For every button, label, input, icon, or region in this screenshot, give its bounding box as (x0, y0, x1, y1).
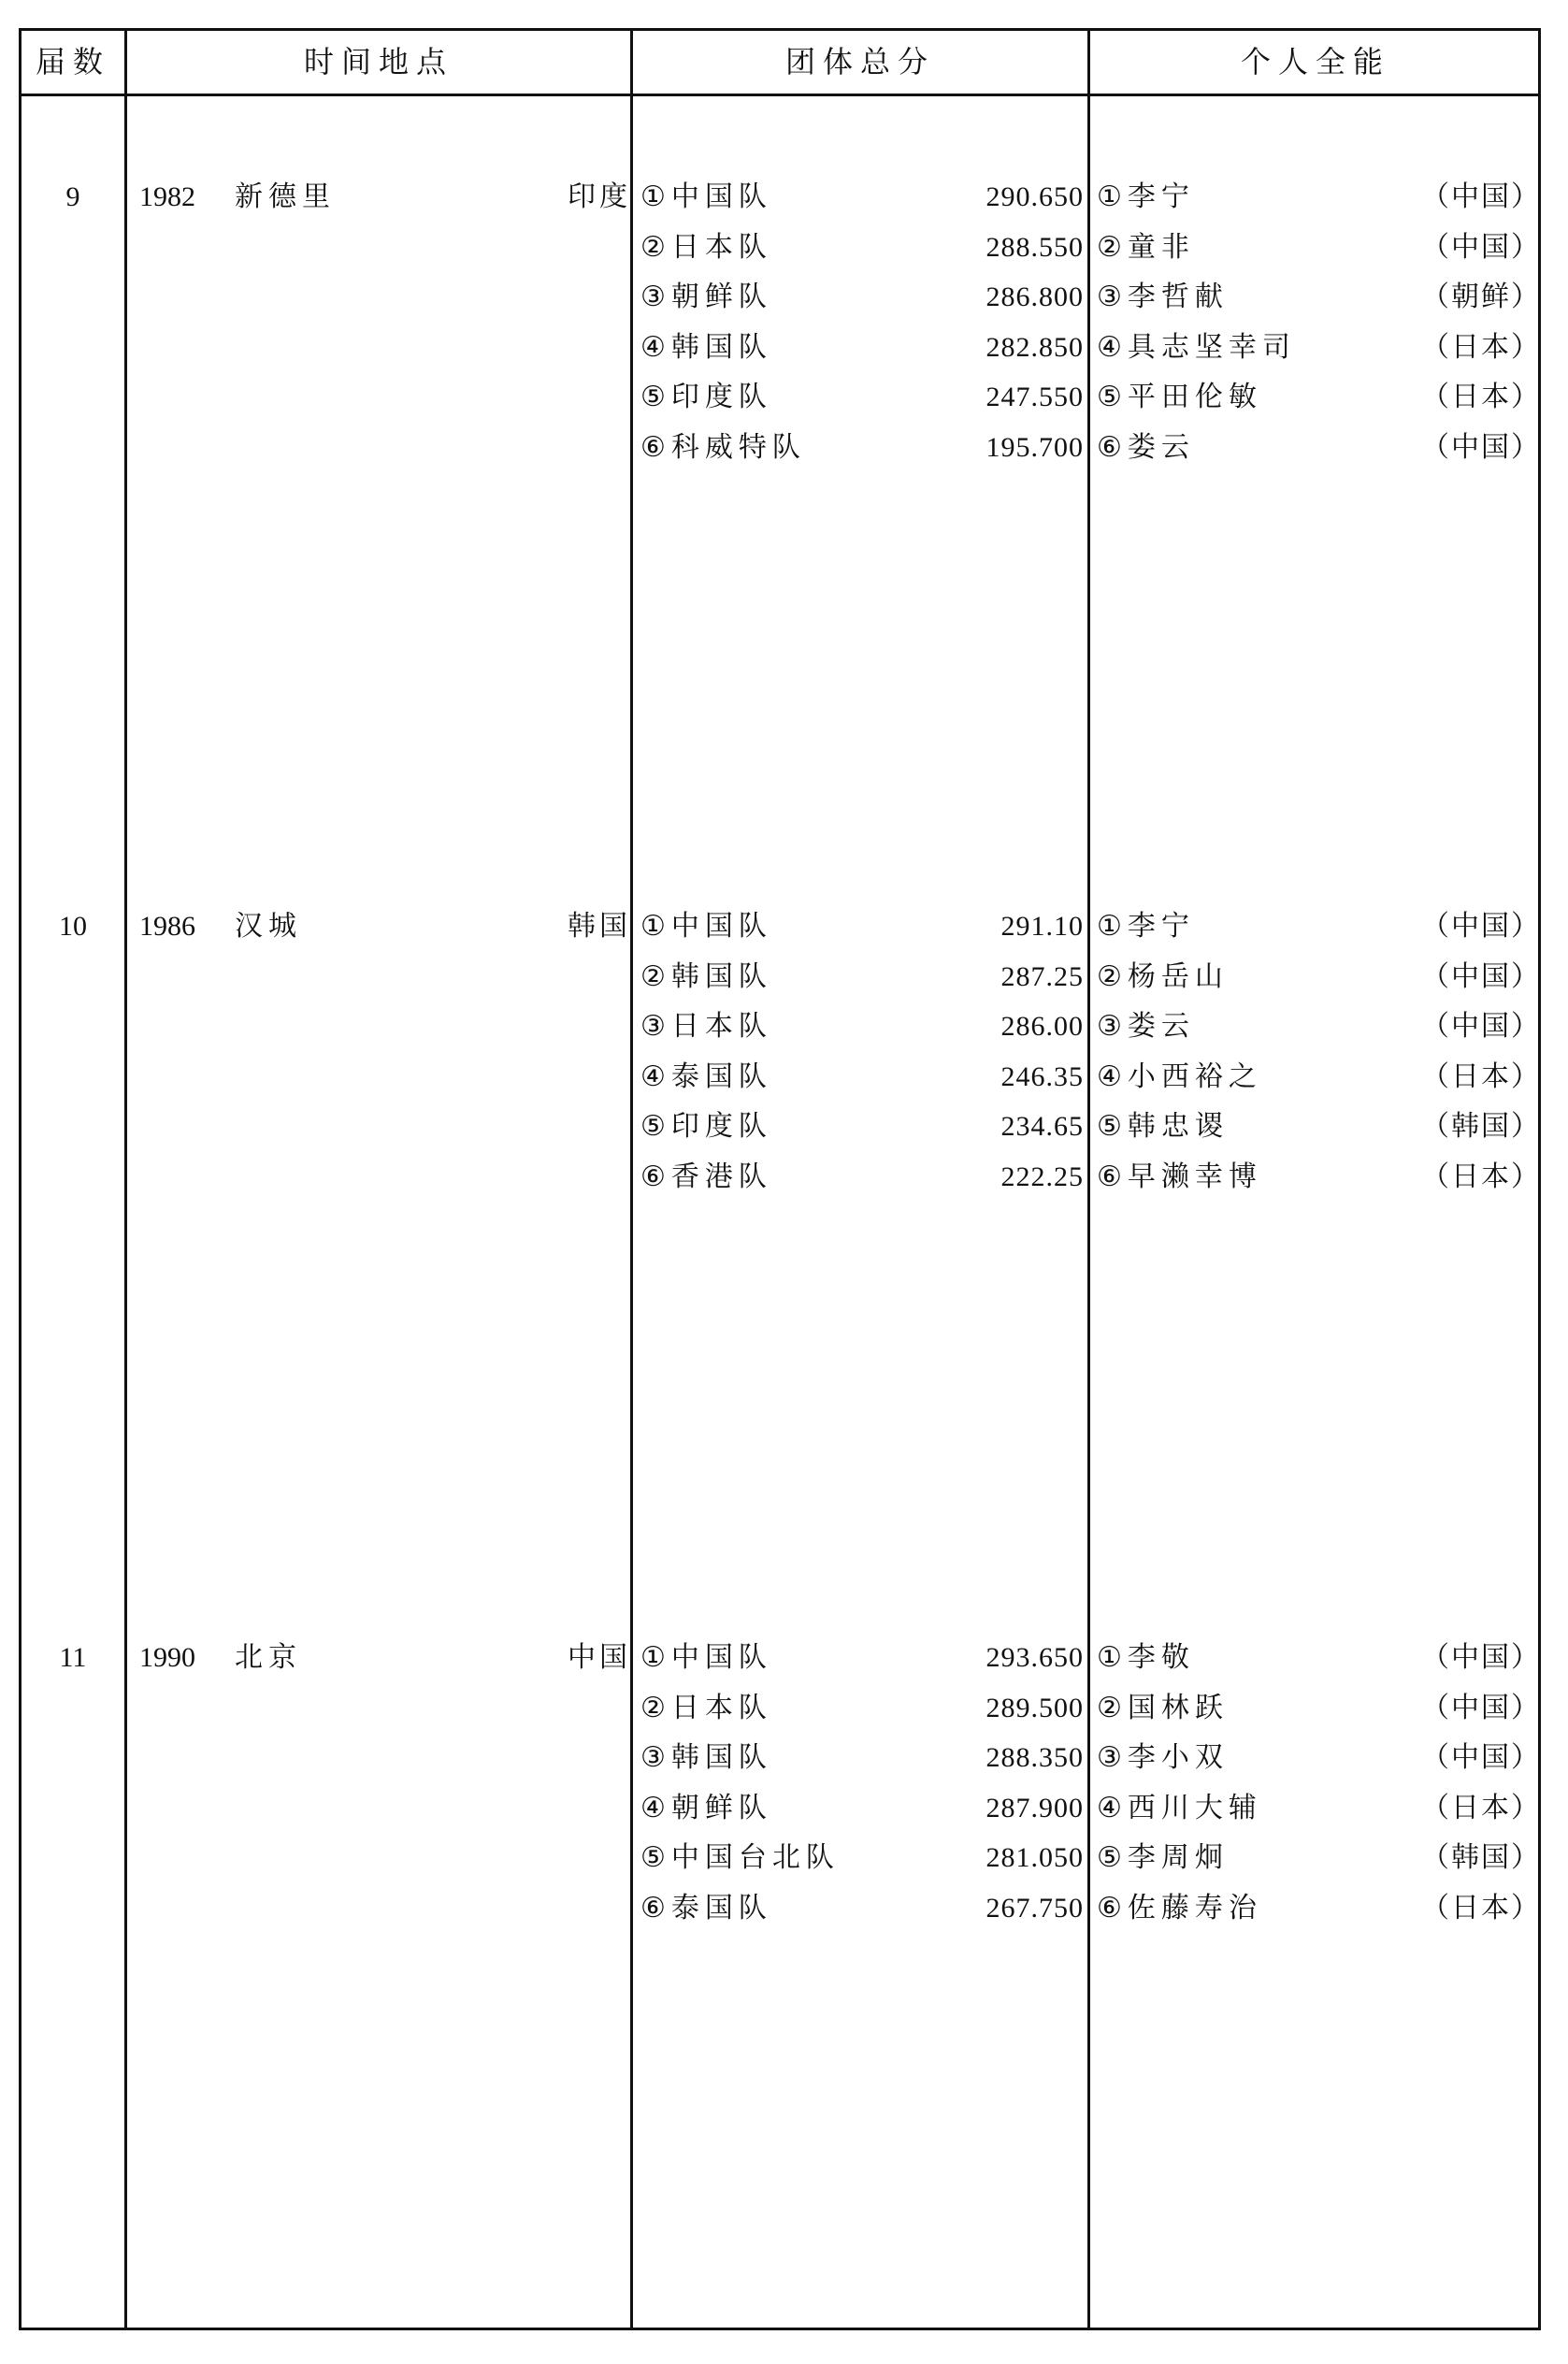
gymnast-nation: （日本） (1421, 381, 1541, 413)
gymnast-nation: （韩国） (1421, 1841, 1541, 1874)
header-team-total: 团体总分 (784, 44, 935, 79)
gymnast-name: ②国林跃 (1097, 1691, 1229, 1724)
team-rank: ⑥香港队 (640, 1160, 772, 1193)
gymnast-name: ②杨岳山 (1097, 959, 1229, 993)
gymnast-name: ②童非 (1097, 230, 1195, 264)
team-score: 234.65 (1000, 1111, 1084, 1142)
team-score: 290.650 (985, 181, 1084, 212)
team-score: 267.750 (985, 1892, 1084, 1924)
team-rank: ②日本队 (640, 1691, 772, 1724)
gymnast-nation: （中国） (1421, 1641, 1541, 1674)
header-session: 届数 (35, 44, 110, 79)
team-score: 293.650 (985, 1642, 1084, 1673)
team-score: 286.800 (985, 281, 1084, 312)
gymnast-nation: （中国） (1421, 1691, 1541, 1724)
team-rank: ④韩国队 (640, 330, 772, 364)
gymnast-nation: （日本） (1421, 1160, 1541, 1193)
year: 1982 (139, 181, 195, 212)
team-rank: ⑤印度队 (640, 1110, 772, 1143)
team-score: 282.850 (985, 331, 1084, 363)
gymnast-nation: （朝鲜） (1421, 281, 1541, 313)
host-city: 北京 (235, 1641, 302, 1674)
gymnast-nation: （日本） (1421, 1891, 1541, 1924)
divider-1 (124, 31, 127, 2328)
host-city: 新德里 (235, 180, 336, 213)
gymnast-nation: （中国） (1421, 1010, 1541, 1043)
team-score: 286.00 (1000, 1011, 1084, 1042)
host-country: 印度 (568, 180, 631, 213)
host-country: 中国 (568, 1641, 631, 1674)
team-score: 291.10 (1000, 911, 1084, 942)
table-header (22, 31, 1538, 96)
gymnast-name: ④西川大辅 (1097, 1791, 1262, 1824)
team-score: 281.050 (985, 1842, 1084, 1873)
team-score: 247.550 (985, 382, 1084, 412)
team-rank: ③日本队 (640, 1010, 772, 1043)
gymnast-nation: （日本） (1421, 1791, 1541, 1824)
results-table (19, 28, 1541, 2330)
team-rank: ③朝鲜队 (640, 281, 772, 313)
divider-2 (630, 31, 633, 2328)
team-score: 288.350 (985, 1742, 1084, 1773)
year: 1990 (139, 1642, 195, 1673)
team-score: 222.25 (1000, 1160, 1084, 1192)
gymnast-name: ⑥早濑幸博 (1097, 1160, 1262, 1193)
team-score: 287.900 (985, 1792, 1084, 1823)
gymnast-nation: （中国） (1421, 959, 1541, 993)
header-all-around: 个人全能 (1240, 44, 1390, 79)
team-score: 195.700 (985, 431, 1084, 463)
gymnast-name: ④具志坚幸司 (1097, 330, 1296, 364)
gymnast-name: ③李哲献 (1097, 281, 1229, 313)
header-time-place: 时间地点 (303, 44, 453, 79)
gymnast-name: ⑤平田伦敏 (1097, 381, 1262, 413)
gymnast-nation: （中国） (1421, 230, 1541, 264)
team-rank: ④泰国队 (640, 1059, 772, 1093)
session-number: 10 (59, 911, 87, 942)
gymnast-nation: （韩国） (1421, 1110, 1541, 1143)
team-rank: ⑥泰国队 (640, 1891, 772, 1924)
gymnast-nation: （中国） (1421, 910, 1541, 943)
gymnast-name: ①李宁 (1097, 180, 1195, 213)
gymnast-nation: （中国） (1421, 430, 1541, 464)
team-score: 289.500 (985, 1692, 1084, 1723)
gymnast-name: ③李小双 (1097, 1741, 1229, 1774)
gymnast-name: ④小西裕之 (1097, 1059, 1262, 1093)
session-number: 9 (65, 181, 80, 212)
gymnast-name: ①李敬 (1097, 1641, 1195, 1674)
gymnast-name: ⑤李周炯 (1097, 1841, 1229, 1874)
gymnast-name: ⑥娄云 (1097, 430, 1195, 464)
team-rank: ②韩国队 (640, 959, 772, 993)
team-score: 288.550 (985, 231, 1084, 263)
team-rank: ⑤中国台北队 (640, 1841, 840, 1874)
session-number: 11 (59, 1642, 87, 1673)
host-city: 汉城 (235, 910, 302, 943)
gymnast-nation: （日本） (1421, 330, 1541, 364)
team-rank: ⑥科威特队 (640, 430, 806, 464)
team-rank: ②日本队 (640, 230, 772, 264)
host-country: 韩国 (568, 910, 631, 943)
gymnast-name: ③娄云 (1097, 1010, 1195, 1043)
gymnast-name: ⑥佐藤寿治 (1097, 1891, 1262, 1924)
team-rank: ①中国队 (640, 910, 772, 943)
year: 1986 (139, 911, 195, 942)
team-score: 287.25 (1000, 960, 1084, 992)
team-score: 246.35 (1000, 1060, 1084, 1092)
team-rank: ①中国队 (640, 180, 772, 213)
gymnast-nation: （中国） (1421, 1741, 1541, 1774)
team-rank: ①中国队 (640, 1641, 772, 1674)
gymnast-name: ⑤韩忠谡 (1097, 1110, 1229, 1143)
team-rank: ④朝鲜队 (640, 1791, 772, 1824)
gymnast-nation: （中国） (1421, 180, 1541, 213)
gymnast-nation: （日本） (1421, 1059, 1541, 1093)
team-rank: ⑤印度队 (640, 381, 772, 413)
team-rank: ③韩国队 (640, 1741, 772, 1774)
divider-3 (1087, 31, 1090, 2328)
gymnast-name: ①李宁 (1097, 910, 1195, 943)
